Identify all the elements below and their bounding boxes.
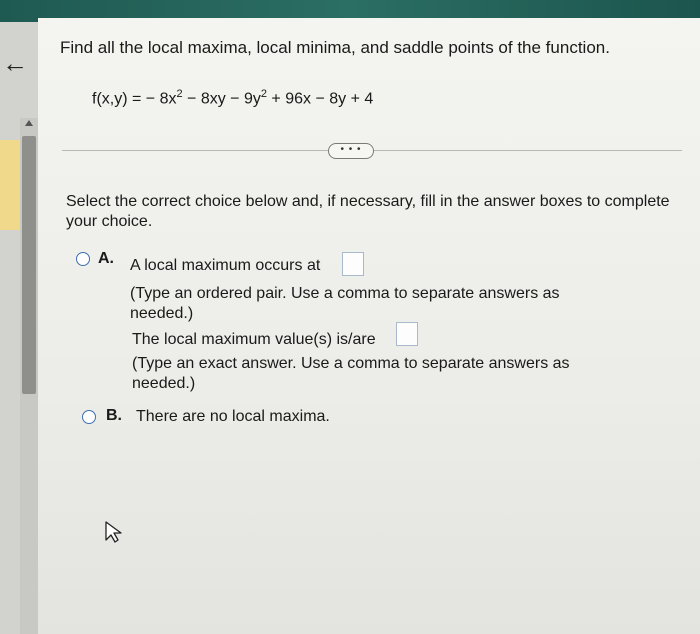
function-term-1: − 8x <box>145 90 177 108</box>
mouse-pointer-icon <box>104 520 124 544</box>
choice-a-hint1-line1: (Type an ordered pair. Use a comma to separate answers as <box>130 285 560 302</box>
function-term-2: − 8xy − 9y <box>182 90 261 108</box>
side-highlight <box>0 140 20 230</box>
back-arrow-icon[interactable]: ← <box>2 48 28 78</box>
choice-a-letter: A. <box>98 250 114 267</box>
choice-a-hint2-line1: (Type an exact answer. Use a comma to separate answers as <box>132 355 570 372</box>
question-page <box>38 18 700 634</box>
function-expression <box>92 88 373 108</box>
more-button[interactable]: • • • <box>328 143 374 159</box>
scrollbar-thumb[interactable] <box>22 136 36 394</box>
choice-a-hint1-line2: needed.) <box>130 305 194 322</box>
choice-b-text: There are no local maxima. <box>136 408 330 425</box>
choice-b-radio[interactable] <box>82 410 96 424</box>
choice-a-text: A local maximum occurs at <box>130 257 321 274</box>
scroll-up-icon[interactable] <box>25 120 33 126</box>
function-lhs: f(x,y) = <box>92 90 146 108</box>
function-exponent-2: 2 <box>260 88 267 100</box>
question-prompt: Find all the local maxima, local minima, and saddle points of the function. <box>60 38 610 57</box>
local-max-point-input[interactable] <box>342 252 364 276</box>
local-max-value-input[interactable] <box>396 322 418 346</box>
choice-a-hint2-line2: needed.) <box>132 375 196 392</box>
choice-b-letter: B. <box>106 407 122 424</box>
function-term-3: + 96x − 8y + 4 <box>266 90 374 108</box>
instructions-text: Select the correct choice below and, if necessary, fill in the answer boxes to complete your choice. <box>66 193 670 230</box>
choice-a-radio[interactable] <box>76 252 90 266</box>
function-exponent-1: 2 <box>176 88 183 100</box>
choice-a-value-label: The local maximum value(s) is/are <box>132 331 376 348</box>
